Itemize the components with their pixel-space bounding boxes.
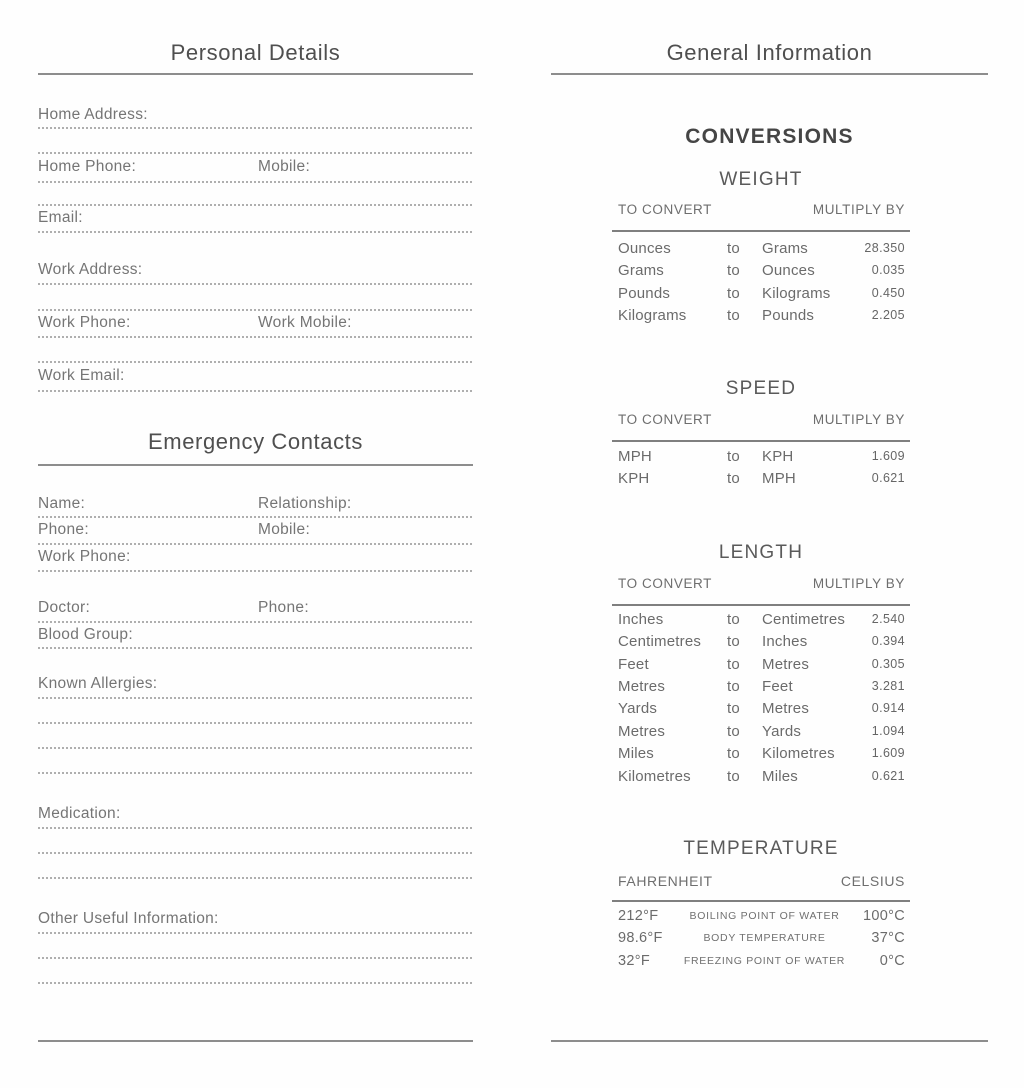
writein-line [38, 827, 473, 829]
weight-heading: WEIGHT [719, 169, 803, 190]
fahrenheit-value: 32°F [618, 953, 650, 969]
title-underline [38, 464, 473, 466]
conjunction: to [727, 699, 740, 717]
unit-to: Centimetres [762, 610, 846, 628]
header-multiply-by: MULTIPLY BY [812, 202, 905, 217]
writein-line [38, 231, 473, 233]
unit-from: Feet [618, 655, 649, 673]
unit-from: Miles [618, 744, 655, 762]
writein-line [38, 747, 473, 749]
writein-line [38, 390, 473, 392]
unit-to: Feet [762, 677, 793, 695]
factor-value: 2.205 [871, 308, 905, 322]
writein-line [38, 570, 473, 572]
header-fahrenheit: FAHRENHEIT [618, 873, 713, 889]
unit-from: MPH [618, 447, 652, 465]
unit-to: Ounces [762, 261, 815, 279]
conjunction: to [727, 632, 740, 650]
unit-from: Metres [618, 722, 666, 740]
unit-to: KPH [762, 447, 794, 465]
factor-value: 1.094 [871, 724, 905, 738]
field-label-work-phone: Work Phone: [38, 548, 131, 565]
unit-from: Kilometres [618, 767, 691, 785]
writein-line [38, 772, 473, 774]
speed-heading: SPEED [725, 378, 797, 399]
conversion-row [612, 697, 910, 719]
length-table-header [612, 576, 910, 592]
header-to-convert: TO CONVERT [618, 412, 713, 427]
personal-details-column [38, 0, 473, 1088]
celsius-value: 37°C [871, 930, 905, 946]
writein-line [38, 722, 473, 724]
field-label-name: Name: [38, 495, 86, 512]
unit-from: Centimetres [618, 632, 702, 650]
unit-from: Ounces [618, 239, 671, 257]
writein-line [38, 181, 473, 183]
factor-value: 1.609 [871, 449, 905, 463]
weight-table-header [612, 202, 910, 218]
unit-to: Pounds [762, 306, 815, 324]
factor-value: 0.305 [871, 657, 905, 671]
field-label-mobile: Mobile: [258, 158, 311, 175]
factor-value: 0.035 [871, 263, 905, 277]
field-label-relationship: Relationship: [258, 495, 352, 512]
header-to-convert: TO CONVERT [618, 202, 713, 217]
header-to-convert: TO CONVERT [618, 576, 713, 591]
factor-value: 2.540 [871, 612, 905, 626]
unit-from: Metres [618, 677, 666, 695]
unit-to: Metres [762, 699, 810, 717]
unit-to: Kilograms [762, 284, 831, 302]
writein-line [38, 982, 473, 984]
conversion-row [612, 467, 910, 489]
factor-value: 0.621 [871, 471, 905, 485]
unit-from: Pounds [618, 284, 671, 302]
field-label-home-address: Home Address: [38, 106, 148, 123]
unit-to: Inches [762, 632, 808, 650]
table-rule [612, 604, 910, 606]
length-heading: LENGTH [718, 542, 804, 563]
unit-from: Yards [618, 699, 658, 717]
conjunction: to [727, 261, 740, 279]
writein-line [38, 152, 473, 154]
unit-to: Miles [762, 767, 799, 785]
factor-value: 1.609 [871, 746, 905, 760]
field-label-other-info: Other Useful Information: [38, 910, 219, 927]
factor-value: 0.394 [871, 634, 905, 648]
fahrenheit-value: 212°F [618, 908, 659, 924]
factor-value: 28.350 [864, 241, 905, 255]
temperature-description: BODY TEMPERATURE [703, 932, 826, 944]
factor-value: 0.621 [871, 769, 905, 783]
writein-line [38, 697, 473, 699]
conversion-row [612, 282, 910, 304]
conjunction: to [727, 469, 740, 487]
conjunction: to [727, 610, 740, 628]
field-label-work-phone: Work Phone: [38, 314, 131, 331]
field-label-phone: Phone: [38, 521, 89, 538]
conjunction: to [727, 239, 740, 257]
unit-from: Inches [618, 610, 664, 628]
conversion-row [612, 608, 910, 630]
conversion-row [612, 445, 910, 467]
writein-line [38, 336, 473, 338]
unit-from: Grams [618, 261, 664, 279]
unit-to: MPH [762, 469, 796, 487]
field-label-work-email: Work Email: [38, 367, 125, 384]
temperature-row [612, 905, 910, 927]
conversion-row [612, 742, 910, 764]
field-label-known-allergies: Known Allergies: [38, 675, 158, 692]
conversion-row [612, 304, 910, 326]
conversion-row [612, 259, 910, 281]
footer-rule [38, 1040, 473, 1042]
conversion-row [612, 765, 910, 787]
conjunction: to [727, 284, 740, 302]
field-label-medication: Medication: [38, 805, 121, 822]
personal-details-title: Personal Details [170, 40, 341, 65]
writein-line [38, 543, 473, 545]
factor-value: 0.450 [871, 286, 905, 300]
writein-line [38, 932, 473, 934]
conversion-row [612, 720, 910, 742]
table-rule [612, 900, 910, 902]
temperature-row [612, 927, 910, 949]
conversion-row [612, 237, 910, 259]
speed-table-header [612, 412, 910, 428]
factor-value: 0.914 [871, 701, 905, 715]
title-underline [551, 73, 988, 75]
writein-line [38, 516, 473, 518]
field-label-work-address: Work Address: [38, 261, 143, 278]
writein-line [38, 957, 473, 959]
unit-to: Yards [762, 722, 802, 740]
writein-line [38, 852, 473, 854]
header-multiply-by: MULTIPLY BY [812, 576, 905, 591]
field-label-blood-group: Blood Group: [38, 626, 133, 643]
field-label-home-phone: Home Phone: [38, 158, 137, 175]
unit-to: Metres [762, 655, 810, 673]
field-label-mobile: Mobile: [258, 521, 311, 538]
celsius-value: 0°C [879, 953, 905, 969]
emergency-contacts-title: Emergency Contacts [148, 429, 363, 454]
unit-to: Grams [762, 239, 808, 257]
writein-line [38, 647, 473, 649]
header-multiply-by: MULTIPLY BY [812, 412, 905, 427]
writein-line [38, 127, 473, 129]
conversion-row [612, 675, 910, 697]
conjunction: to [727, 767, 740, 785]
writein-line [38, 621, 473, 623]
writein-line [38, 361, 473, 363]
fahrenheit-value: 98.6°F [618, 930, 663, 946]
temperature-row [612, 950, 910, 972]
factor-value: 3.281 [871, 679, 905, 693]
conjunction: to [727, 447, 740, 465]
unit-to: Kilometres [762, 744, 835, 762]
conversion-row [612, 630, 910, 652]
footer-rule [551, 1040, 988, 1042]
temperature-table-header [612, 873, 910, 889]
table-rule [612, 440, 910, 442]
conjunction: to [727, 655, 740, 673]
temperature-heading: TEMPERATURE [683, 838, 839, 859]
temperature-description: FREEZING POINT OF WATER [683, 955, 846, 967]
conversions-heading: CONVERSIONS [685, 125, 854, 148]
general-information-column [551, 0, 988, 1088]
unit-from: KPH [618, 469, 650, 487]
celsius-value: 100°C [863, 908, 905, 924]
temperature-description: BOILING POINT OF WATER [689, 910, 840, 922]
field-label-email: Email: [38, 209, 83, 226]
conjunction: to [727, 722, 740, 740]
writein-line [38, 283, 473, 285]
writein-line [38, 309, 473, 311]
field-label-doctor-phone: Phone: [258, 599, 309, 616]
field-label-doctor: Doctor: [38, 599, 91, 616]
header-celsius: CELSIUS [840, 873, 905, 889]
general-information-title: General Information [666, 40, 873, 65]
conjunction: to [727, 306, 740, 324]
conjunction: to [727, 744, 740, 762]
unit-from: Kilograms [618, 306, 687, 324]
writein-line [38, 204, 473, 206]
title-underline [38, 73, 473, 75]
field-label-work-mobile: Work Mobile: [258, 314, 352, 331]
conjunction: to [727, 677, 740, 695]
writein-line [38, 877, 473, 879]
conversion-row [612, 653, 910, 675]
table-rule [612, 230, 910, 232]
